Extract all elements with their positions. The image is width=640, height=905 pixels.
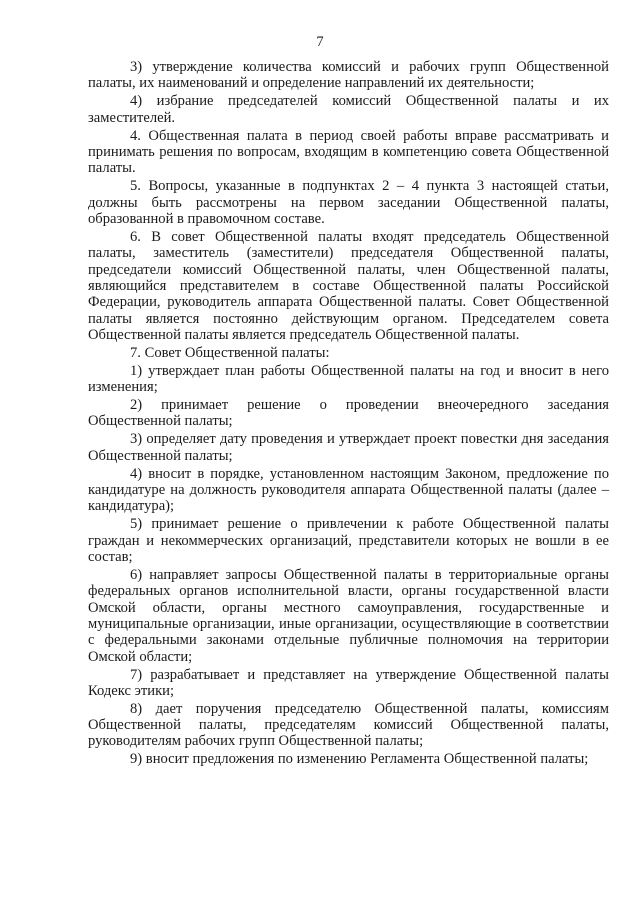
paragraph-council-item-7: 7) разрабатывает и представляет на утверждение Общественной палаты Кодекс этики; (88, 666, 609, 699)
paragraph-clause-4: 4. Общественная палата в период своей работы вправе рассматривать и принимать решения по вопросам, входящим в компетенцию совета Общественной палаты. (88, 127, 609, 177)
paragraph-council-item-3: 3) определяет дату проведения и утверждает проект повестки дня заседания Общественной палаты; (88, 431, 609, 464)
paragraph-clause-5: 5. Вопросы, указанные в подпунктах 2 – 4 пункта 3 настоящей статьи, должны быть рассмотрены на первом заседании Общественной палаты, образованной в правомочном составе. (88, 178, 609, 227)
paragraph-council-item-9: 9) вносит предложения по изменению Регламента Общественной палаты; (130, 751, 589, 768)
paragraph-clause-6: 6. В совет Общественной палаты входят председатель Общественной палаты, заместитель (заместители) председателя Общественной палаты, председатели комиссий Общественной палаты, член Общественной палаты, являющийся представителем в составе Общественной палаты Российской Федерации, руководитель аппарата Общественной палаты. Совет Общественной палаты является постоянно действующим органом. Председателем совета Общественной палаты является председатель Общественной палаты. (88, 228, 609, 343)
document-body (88, 59, 609, 769)
paragraph-council-item-8: 8) дает поручения председателю Общественной палаты, комиссиям Общественной палаты, председателям комиссий Общественной палаты, руководителям рабочих групп Общественной палаты; (88, 700, 609, 750)
paragraph-council-item-5: 5) принимает решение о привлечении к работе Общественной палаты граждан и некоммерческих организаций, представители которых не вошли в ее состав; (88, 516, 609, 565)
paragraph-council-item-1: 1) утверждает план работы Общественной палаты на год и вносит в него изменения; (88, 362, 609, 396)
paragraph-council-item-4: 4) вносит в порядке, установленном настоящим Законом, предложение по кандидатуре на должность руководителя аппарата Общественной палаты (далее – кандидатура); (88, 465, 609, 515)
paragraph-clause-7: 7. Совет Общественной палаты: (130, 344, 330, 361)
paragraph-council-item-2: 2) принимает решение о проведении внеочередного заседания Общественной палаты; (88, 397, 609, 430)
paragraph-subitem-3: 3) утверждение количества комиссий и рабочих групп Общественной палаты, их наименований и определение направлений их деятельности; (88, 59, 609, 92)
paragraph-council-item-6: 6) направляет запросы Общественной палаты в территориальные органы федеральных органов исполнительной власти, органы государственной власти Омской области, органы местного самоуправления, государственные и муниципальные организации, иные организации, осуществляющие в соответствии с федеральными законами отдельные публичные полномочия на территории Омской области; (88, 566, 609, 665)
page-number: 7 (316, 34, 324, 50)
paragraph-subitem-4: 4) избрание председателей комиссий Общественной палаты и их заместителей. (88, 93, 609, 126)
